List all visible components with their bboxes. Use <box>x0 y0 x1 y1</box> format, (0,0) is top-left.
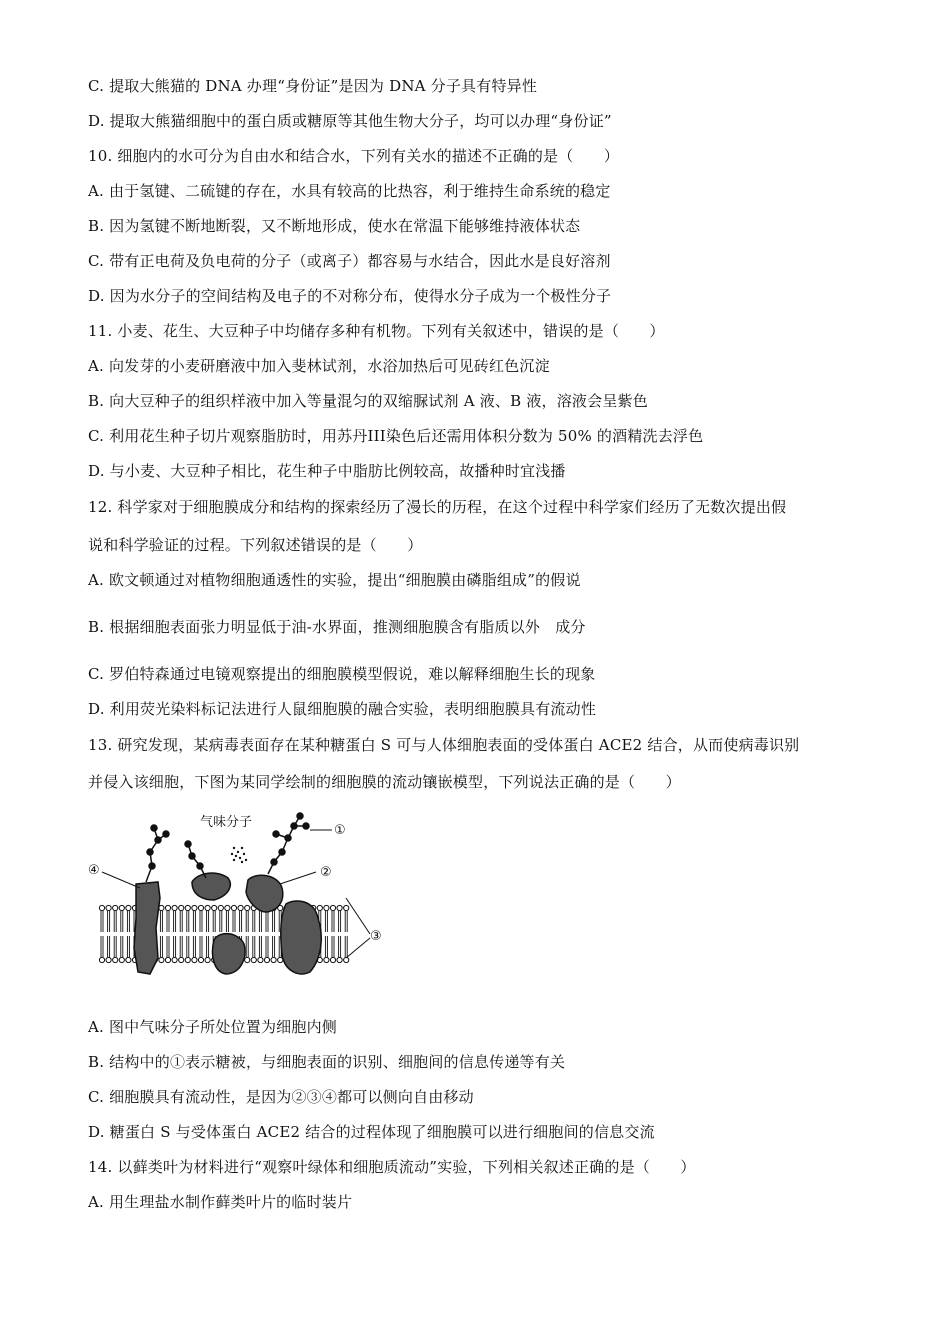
phospholipid-tail <box>167 911 169 932</box>
phospholipid-head <box>324 957 329 962</box>
phospholipid-head <box>192 905 197 910</box>
phospholipid-tail <box>127 936 129 957</box>
phospholipid-head <box>126 957 131 962</box>
phospholipid-tail <box>273 911 275 932</box>
phospholipid-head <box>113 957 118 962</box>
phospholipid-head <box>238 905 243 910</box>
phospholipid-tail <box>187 911 189 932</box>
phospholipid-tail <box>174 936 176 957</box>
phospholipid-tail <box>253 911 255 932</box>
label-4: ④ <box>88 863 100 878</box>
question-12: 12. 科学家对于细胞膜成分和结构的探索经历了漫长的历程，在这个过程中科学家们经历了无数次提出假 <box>88 498 787 516</box>
phospholipid-tail <box>213 911 215 932</box>
text-line: C. 提取大熊猫的 DNA 办理“身份证”是因为 DNA 分子具有特异性 <box>88 77 538 95</box>
glycan-chain-right <box>268 813 309 874</box>
option-a: A. 用生理盐水制作藓类叶片的临时装片 <box>88 1193 353 1211</box>
option-b: B. 根据细胞表面张力明显低于油-水界面，推测细胞膜含有脂质以外 成分 <box>88 618 586 636</box>
phospholipid-head <box>179 905 184 910</box>
phospholipid-head <box>205 957 210 962</box>
phospholipid-tail <box>332 936 334 957</box>
label-3: ③ <box>370 929 382 944</box>
phospholipid-tail <box>180 936 182 957</box>
phospholipid-head <box>192 957 197 962</box>
phospholipid-head <box>337 905 342 910</box>
phospholipid-head <box>159 957 164 962</box>
phospholipid-head <box>218 905 223 910</box>
inner-protein <box>213 934 246 974</box>
phospholipid-head <box>271 957 276 962</box>
phospholipid-tail <box>101 936 103 957</box>
leader-line-2 <box>280 872 316 884</box>
question-13: 13. 研究发现，某病毒表面存在某种糖蛋白 S 可与人体细胞表面的受体蛋白 ACE2 结合，从而使病毒识别 <box>88 736 800 754</box>
glycan-chain-middle <box>185 841 206 878</box>
phospholipid-tail <box>101 911 103 932</box>
leader-line-3a <box>346 898 370 934</box>
surface-protein <box>192 873 230 900</box>
phospholipid-tail <box>345 936 347 957</box>
phospholipid-tail <box>259 936 261 957</box>
option-c: C. 罗伯特森通过电镜观察提出的细胞膜模型假说，难以解释细胞生长的现象 <box>88 665 596 683</box>
channel-protein <box>281 901 321 974</box>
fluid-mosaic-diagram <box>88 808 388 980</box>
phospholipid-head <box>245 905 250 910</box>
phospholipid-tail <box>127 911 129 932</box>
phospholipid-tail <box>160 936 162 957</box>
phospholipid-head <box>278 957 283 962</box>
phospholipid-tail <box>114 911 116 932</box>
phospholipid-head <box>106 957 111 962</box>
phospholipid-head <box>165 957 170 962</box>
phospholipid-tail <box>240 911 242 932</box>
option-a: A. 由于氢键、二硫键的存在，水具有较高的比热容，利于维持生命系统的稳定 <box>88 182 611 200</box>
option-b: B. 结构中的①表示糖被，与细胞表面的识别、细胞间的信息传递等有关 <box>88 1053 566 1071</box>
phospholipid-head <box>99 957 104 962</box>
phospholipid-tail <box>325 936 327 957</box>
phospholipid-tail <box>246 911 248 932</box>
phospholipid-head <box>172 905 177 910</box>
phospholipid-head <box>231 905 236 910</box>
phospholipid-head <box>330 905 335 910</box>
phospholipid-tail <box>108 936 110 957</box>
phospholipid-tail <box>114 936 116 957</box>
phospholipid-head <box>212 905 217 910</box>
phospholipid-head <box>245 957 250 962</box>
question-11: 11. 小麦、花生、大豆种子中均储存多种有机物。下列有关叙述中，错误的是（ ） <box>88 322 665 340</box>
option-c: C. 细胞膜具有流动性，是因为②③④都可以侧向自由移动 <box>88 1088 474 1106</box>
transmembrane-protein-4 <box>134 882 160 974</box>
phospholipid-head <box>337 957 342 962</box>
option-a: A. 图中气味分子所处位置为细胞内侧 <box>88 1018 337 1036</box>
phospholipid-head <box>119 957 124 962</box>
phospholipid-head <box>185 905 190 910</box>
phospholipid-tail <box>200 911 202 932</box>
leader-line-4 <box>102 872 140 888</box>
label-1: ① <box>334 823 346 838</box>
question-13-cont: 并侵入该细胞，下图为某同学绘制的细胞膜的流动镶嵌模型，下列说法正确的是（ ） <box>88 773 681 791</box>
phospholipid-head <box>179 957 184 962</box>
phospholipid-tail <box>193 936 195 957</box>
label-2: ② <box>320 865 332 880</box>
phospholipid-tail <box>345 911 347 932</box>
question-10: 10. 细胞内的水可分为自由水和结合水，下列有关水的描述不正确的是（ ） <box>88 147 620 165</box>
phospholipid-tail <box>332 911 334 932</box>
option-a: A. 欧文顿通过对植物细胞通透性的实验，提出“细胞膜由磷脂组成”的假说 <box>88 571 581 589</box>
phospholipid-head <box>198 905 203 910</box>
phospholipid-tail <box>259 911 261 932</box>
question-14: 14. 以藓类叶为材料进行“观察叶绿体和细胞质流动”实验，下列相关叙述正确的是（ ） <box>88 1158 696 1176</box>
phospholipid-tail <box>167 936 169 957</box>
text-line: D. 提取大熊猫细胞中的蛋白质或糖原等其他生物大分子，均可以办理“身份证” <box>88 112 612 130</box>
membrane-figure <box>88 808 388 980</box>
option-b: B. 向大豆种子的组织样液中加入等量混匀的双缩脲试剂 A 液、B 液，溶液会呈紫色 <box>88 392 648 410</box>
phospholipid-tail <box>121 911 123 932</box>
leader-line-3b <box>346 938 370 958</box>
phospholipid-tail <box>266 936 268 957</box>
phospholipid-tail <box>339 936 341 957</box>
phospholipid-tail <box>246 936 248 957</box>
odor-molecule-dots <box>231 847 247 863</box>
phospholipid-tail <box>187 936 189 957</box>
phospholipid-tail <box>193 911 195 932</box>
phospholipid-head <box>119 905 124 910</box>
phospholipid-head <box>106 905 111 910</box>
phospholipid-head <box>185 957 190 962</box>
phospholipid-tail <box>273 936 275 957</box>
option-b: B. 因为氢键不断地断裂，又不断地形成，使水在常温下能够维持液体状态 <box>88 217 581 235</box>
phospholipid-head <box>126 905 131 910</box>
phospholipid-tail <box>121 936 123 957</box>
phospholipid-head <box>264 957 269 962</box>
phospholipid-head <box>330 957 335 962</box>
phospholipid-head <box>165 905 170 910</box>
option-d: D. 与小麦、大豆种子相比，花生种子中脂肪比例较高，故播种时宜浅播 <box>88 462 566 480</box>
phospholipid-tail <box>207 911 209 932</box>
phospholipid-tail <box>180 911 182 932</box>
phospholipid-head <box>251 957 256 962</box>
phospholipid-tail <box>160 911 162 932</box>
phospholipid-head <box>99 905 104 910</box>
phospholipid-head <box>258 957 263 962</box>
option-c: C. 利用花生种子切片观察脂肪时，用苏丹III染色后还需用体积分数为 50% 的酒精洗去浮色 <box>88 427 704 445</box>
option-d: D. 因为水分子的空间结构及电子的不对称分布，使得水分子成为一个极性分子 <box>88 287 612 305</box>
phospholipid-tail <box>108 911 110 932</box>
question-12-cont: 说和科学验证的过程。下列叙述错误的是（ ） <box>88 536 423 554</box>
option-a: A. 向发芽的小麦研磨液中加入斐林试剂，水浴加热后可见砖红色沉淀 <box>88 357 550 375</box>
phospholipid-tail <box>266 911 268 932</box>
phospholipid-tail <box>339 911 341 932</box>
phospholipid-head <box>113 905 118 910</box>
phospholipid-tail <box>174 911 176 932</box>
glycan-chain-left <box>146 825 169 882</box>
phospholipid-tail <box>253 936 255 957</box>
phospholipid-tail <box>207 936 209 957</box>
phospholipid-head <box>198 957 203 962</box>
phospholipid-tail <box>233 911 235 932</box>
phospholipid-tail <box>325 911 327 932</box>
phospholipid-head <box>317 905 322 910</box>
phospholipid-head <box>205 905 210 910</box>
phospholipid-tail <box>220 911 222 932</box>
phospholipid-head <box>172 957 177 962</box>
option-c: C. 带有正电荷及负电荷的分子（或离子）都容易与水结合，因此水是良好溶剂 <box>88 252 611 270</box>
phospholipid-tail <box>200 936 202 957</box>
odor-molecule-label: 气味分子 <box>200 815 253 830</box>
phospholipid-head <box>225 905 230 910</box>
phospholipid-head <box>324 905 329 910</box>
phospholipid-head <box>344 905 349 910</box>
option-d: D. 利用荧光染料标记法进行人鼠细胞膜的融合实验，表明细胞膜具有流动性 <box>88 700 597 718</box>
phospholipid-tail <box>226 911 228 932</box>
option-d: D. 糖蛋白 S 与受体蛋白 ACE2 结合的过程体现了细胞膜可以进行细胞间的信息交流 <box>88 1123 655 1141</box>
